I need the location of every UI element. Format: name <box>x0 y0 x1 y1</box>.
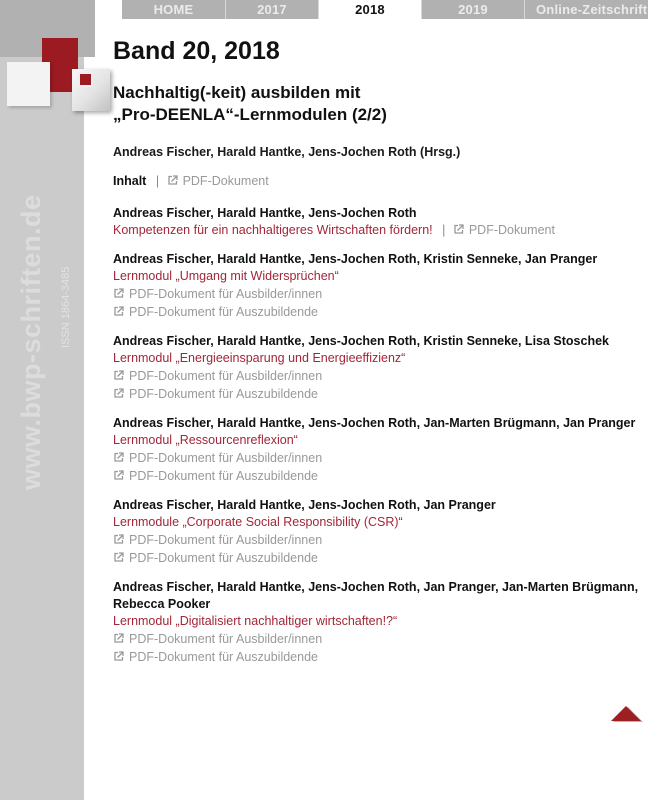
entry-pdf-link-row <box>113 649 640 666</box>
publication-subtitle <box>113 82 640 126</box>
separator: | <box>155 174 160 188</box>
inhalt-pdf-link[interactable] <box>167 174 269 188</box>
logo-beveled-square <box>72 69 110 111</box>
entry-pdf-link-row <box>113 386 640 403</box>
issn-vertical-text: ISSN 1864-3485 <box>60 266 72 348</box>
entry-authors: Andreas Fischer, Harald Hantke, Jens-Jochen Roth, Jan Pranger <box>113 498 496 512</box>
pdf-link-auszubildende[interactable] <box>113 469 318 483</box>
pdf-link-label: PDF-Dokument für Ausbilder/innen <box>129 369 323 383</box>
external-pdf-icon <box>167 174 179 186</box>
pdf-link-ausbilder[interactable] <box>113 632 322 646</box>
nav-tab-online-zeitschrift[interactable]: Online-Zeitschrift <box>524 0 648 19</box>
volume-title: Band 20, 2018 <box>113 37 280 65</box>
logo-white-square <box>7 62 50 106</box>
subtitle-line1: Nachhaltig(-keit) ausbilden mit <box>113 83 361 102</box>
publication-entry <box>113 205 640 239</box>
entry-title-link[interactable]: Lernmodul „Umgang mit Widersprüchen“ <box>113 269 339 283</box>
entry-pdf-link-row <box>113 532 640 549</box>
publication-entry <box>113 579 640 666</box>
pdf-link-label: PDF-Dokument <box>182 174 269 188</box>
site-url-vertical-text: www.bwp-schriften.de <box>16 194 46 490</box>
entry-authors: Andreas Fischer, Harald Hantke, Jens-Jochen Roth <box>113 206 417 220</box>
external-pdf-icon <box>113 551 125 563</box>
pdf-link-label: PDF-Dokument für Ausbilder/innen <box>129 451 323 465</box>
pdf-link-auszubildende[interactable] <box>113 650 318 664</box>
subtitle-line2: „Pro-DEENLA“-Lernmodulen (2/2) <box>113 105 387 124</box>
external-pdf-icon <box>113 469 125 481</box>
pdf-link-auszubildende[interactable] <box>113 387 318 401</box>
external-pdf-icon <box>113 632 125 644</box>
entry-title-link[interactable]: Lernmodul „Digitalisiert nachhaltiger wirtschaften!?“ <box>113 614 398 628</box>
entry-pdf-link-row <box>113 550 640 567</box>
nav-tab-2017[interactable]: 2017 <box>225 0 318 19</box>
pdf-link-label: PDF-Dokument für Auszubildende <box>129 305 318 319</box>
publication-entry <box>113 415 640 485</box>
nav-tab-2019[interactable]: 2019 <box>421 0 524 19</box>
publication-entry <box>113 251 640 321</box>
external-pdf-icon <box>113 287 125 299</box>
external-pdf-icon <box>453 223 465 235</box>
pdf-link-label: PDF-Dokument für Ausbilder/innen <box>129 533 323 547</box>
nav-tab-home[interactable]: HOME <box>153 2 194 17</box>
main-content <box>113 36 640 678</box>
entry-authors: Andreas Fischer, Harald Hantke, Jens-Jochen Roth, Jan-Marten Brügmann, Jan Pranger <box>113 416 636 430</box>
pdf-link-label: PDF-Dokument für Auszubildende <box>129 387 318 401</box>
entry-authors: Andreas Fischer, Harald Hantke, Jens-Jochen Roth, Jan Pranger, Jan-Marten Brügmann, Rebecca Pooker <box>113 580 639 611</box>
back-to-top-triangle-icon[interactable] <box>611 706 641 721</box>
entry-pdf-link-row <box>113 631 640 648</box>
external-pdf-icon <box>113 451 125 463</box>
bwp-schriften-logo[interactable] <box>0 0 120 170</box>
external-pdf-icon <box>113 387 125 399</box>
pdf-link-ausbilder[interactable] <box>113 369 322 383</box>
separator: | <box>442 223 446 237</box>
external-pdf-icon <box>113 650 125 662</box>
external-pdf-icon <box>113 533 125 545</box>
editors-line: Andreas Fischer, Harald Hantke, Jens-Jochen Roth (Hrsg.) <box>113 145 461 159</box>
pdf-link-label: PDF-Dokument für Auszubildende <box>129 551 318 565</box>
pdf-link-ausbilder[interactable] <box>113 533 322 547</box>
inhalt-row <box>113 173 640 190</box>
nav-tab-2018[interactable]: 2018 <box>318 0 421 19</box>
top-navigation <box>122 0 648 19</box>
inhalt-label: Inhalt <box>113 174 147 188</box>
pdf-link-ausbilder[interactable] <box>113 287 322 301</box>
entry-title-link[interactable]: Kompetenzen für ein nachhaltigeres Wirtschaften fördern! <box>113 223 433 237</box>
entry-authors: Andreas Fischer, Harald Hantke, Jens-Jochen Roth, Kristin Senneke, Lisa Stoschek <box>113 334 609 348</box>
entry-pdf-link-row <box>113 286 640 303</box>
pdf-link-label: PDF-Dokument <box>468 223 555 237</box>
logo-inner-red-square <box>80 74 91 85</box>
pdf-link-auszubildende[interactable] <box>113 305 318 319</box>
entry-pdf-link-row <box>113 368 640 385</box>
entry-pdf-link-row <box>113 468 640 485</box>
external-pdf-icon <box>113 305 125 317</box>
external-pdf-icon <box>113 369 125 381</box>
entry-title-link[interactable]: Lernmodule „Corporate Social Responsibility (CSR)“ <box>113 515 403 529</box>
entry-title-link[interactable]: Lernmodul „Energieeinsparung und Energieeffizienz“ <box>113 351 406 365</box>
entry-authors: Andreas Fischer, Harald Hantke, Jens-Jochen Roth, Kristin Senneke, Jan Pranger <box>113 252 598 266</box>
pdf-link-label: PDF-Dokument für Auszubildende <box>129 469 318 483</box>
entry-title-link[interactable]: Lernmodul „Ressourcenreflexion“ <box>113 433 298 447</box>
entry-pdf-link[interactable] <box>453 223 555 237</box>
publication-entry <box>113 333 640 403</box>
pdf-link-auszubildende[interactable] <box>113 551 318 565</box>
pdf-link-label: PDF-Dokument für Auszubildende <box>129 650 318 664</box>
pdf-link-label: PDF-Dokument für Ausbilder/innen <box>129 287 323 301</box>
publication-entry <box>113 497 640 567</box>
entry-title-row <box>113 222 640 239</box>
entry-pdf-link-row <box>113 304 640 321</box>
pdf-link-ausbilder[interactable] <box>113 451 322 465</box>
pdf-link-label: PDF-Dokument für Ausbilder/innen <box>129 632 323 646</box>
entry-pdf-link-row <box>113 450 640 467</box>
